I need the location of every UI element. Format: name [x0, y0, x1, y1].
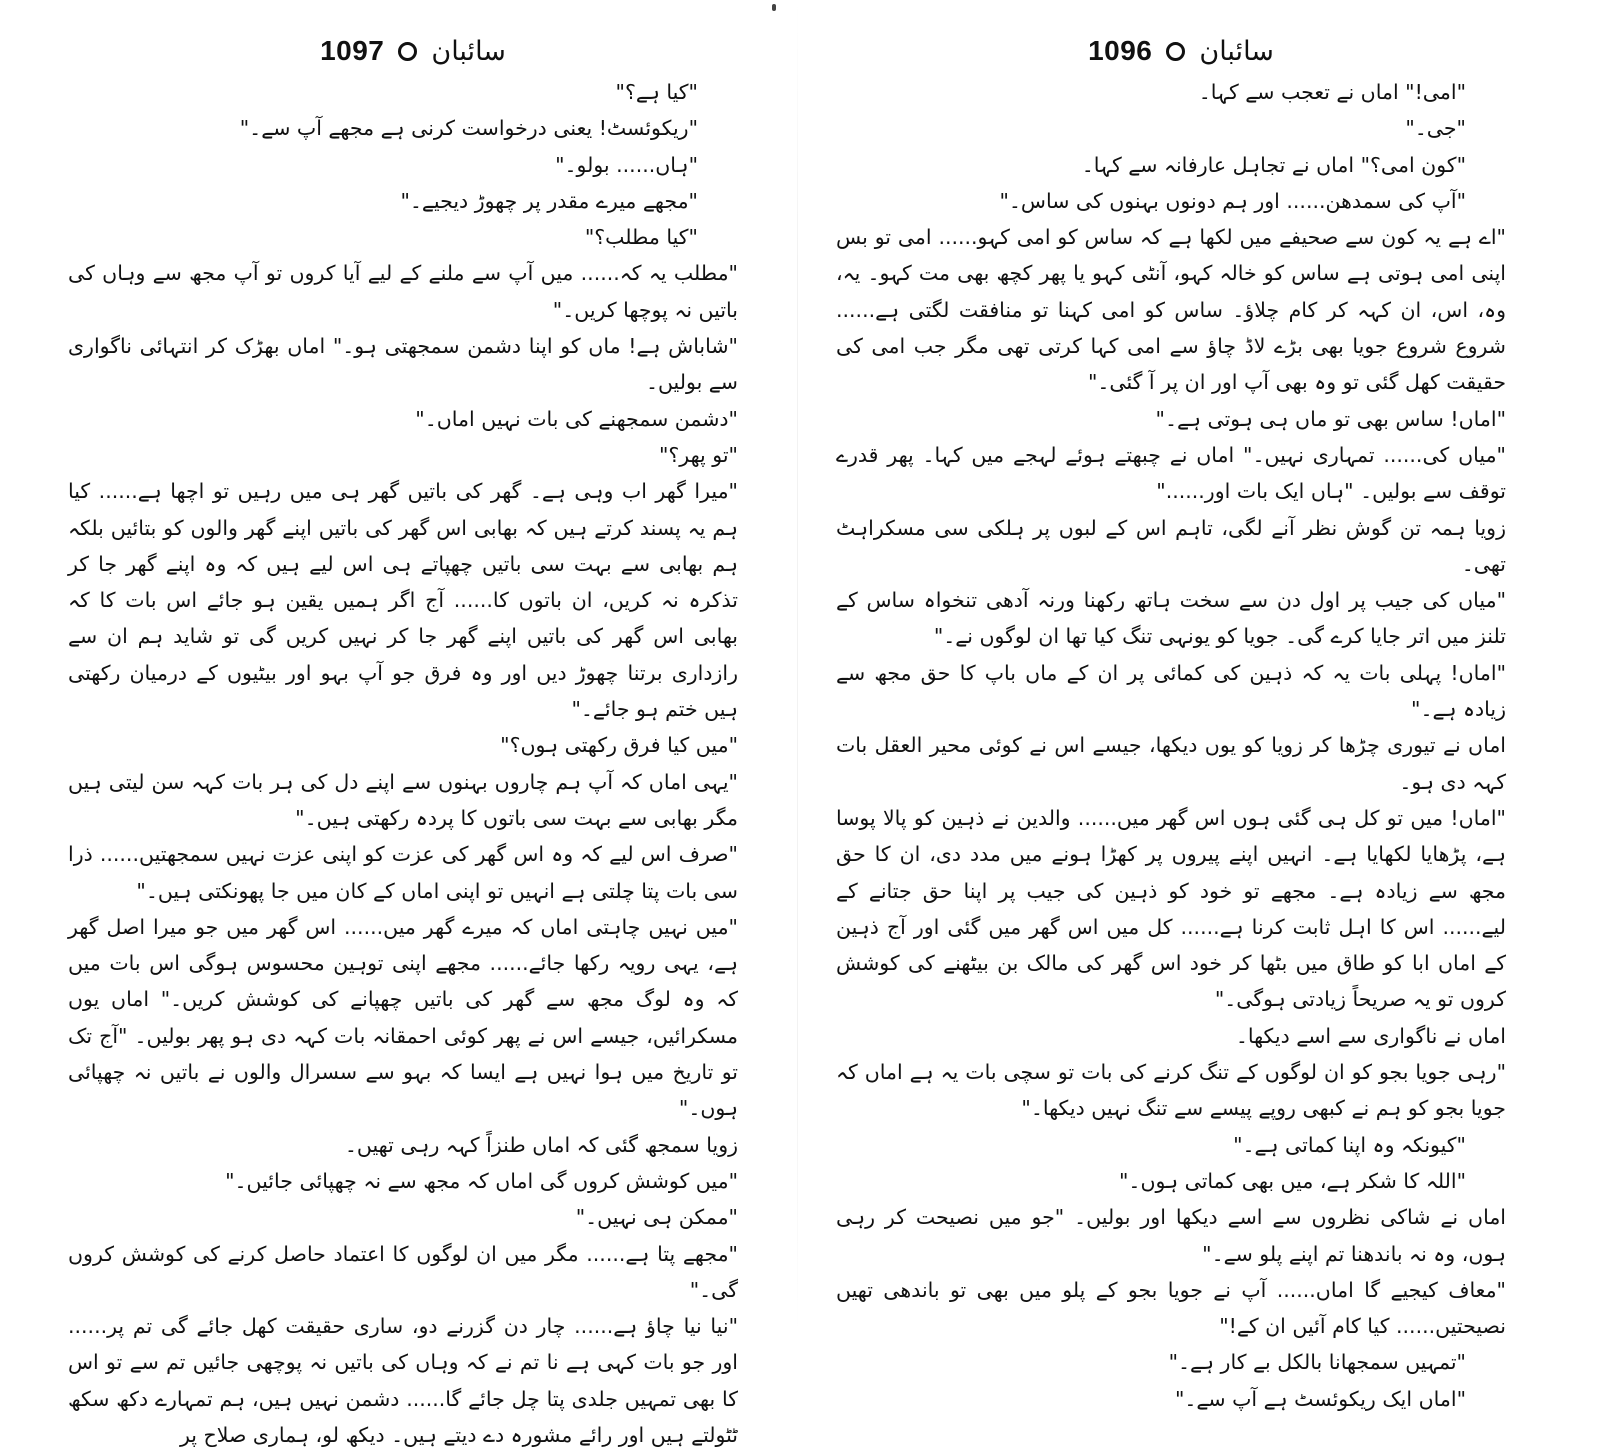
paragraph: "نیا نیا چاؤ ہے...... چار دن گزرنے دو، ساری حقیقت کھل جائے گی تم پر...... اور جو بات کہی ہے نا تم نے کہ وہاں کی باتیں نہ پوچھی جائیں تم سے تو اس کا بھی تمہیں جلدی پتا چل جائے گا...... دشمن نہیں ہیں، ہم تمہارے دکھ سکھ ٹٹولتے ہیں اور رائے مشورہ دے دیتے ہیں۔ دیکھ لو، ہماری صلاح پر	[68, 1314, 738, 1447]
paragraph: "شاباش ہے! ماں کو اپنا دشمن سمجھتی ہو۔" اماں بھڑک کر انتہائی ناگواری سے بولیں۔	[68, 334, 738, 395]
paragraph: "یہی اماں کہ آپ ہم چاروں بہنوں سے اپنے دل کی ہر بات کہہ سن لیتی ہیں مگر بھابی سے بہت سی باتوں کا پردہ رکھتی ہیں۔"	[68, 769, 738, 830]
page-body	[68, 74, 758, 1453]
paragraph: "میں نہیں چاہتی اماں کہ میرے گھر میں...... اس گھر میں جو میرا اصل گھر ہے، یہی رویہ رکھا جائے...... مجھے اپنی توہین محسوس ہوگی اس بات میں کہ وہ لوگ مجھ سے گھر کی باتیں چھپانے کی کوشش کریں۔" اماں یوں مسکرائیں، جیسے اس نے پھر کوئی احمقانہ بات کہہ دی ہو پھر بولیں۔ "آج تک تو تاریخ میں ہوا نہیں ہے ایسا کہ بہو سے سسرال والوں نے باتیں نہ چھپائی ہوں۔"	[68, 914, 738, 1121]
paragraph: "ممکن ہی نہیں۔"	[575, 1205, 738, 1230]
page-header	[836, 28, 1526, 74]
paragraph: "کیونکہ وہ اپنا کماتی ہے۔"	[1233, 1132, 1466, 1157]
paragraph: "صرف اس لیے کہ وہ اس گھر کی عزت کو اپنی عزت نہیں سمجھتیں...... ذرا سی بات پتا چلتی ہے انہیں تو اپنی اماں کے کان میں جا پھونکتی ہیں۔"	[68, 842, 738, 903]
page-body	[836, 74, 1526, 1417]
paragraph: "اماں ایک ریکوئسٹ ہے آپ سے۔"	[1174, 1386, 1466, 1411]
paragraph: "میں کوشش کروں گی اماں کہ مجھ سے نہ چھپائی جائیں۔"	[225, 1168, 738, 1193]
paragraph: "امی!" اماں نے تعجب سے کہا۔	[1198, 80, 1466, 104]
paragraph: اماں نے تیوری چڑھا کر زویا کو یوں دیکھا، جیسے اس نے کوئی محیر العقل بات کہہ دی ہو۔	[836, 733, 1506, 794]
paragraph: "جی۔"	[1405, 116, 1466, 141]
running-title: سائبان	[1199, 35, 1274, 67]
circle-separator-icon	[398, 42, 417, 61]
paragraph: زویا سمجھ گئی کہ اماں طنزاً کہہ رہی تھیں۔	[344, 1132, 738, 1157]
paragraph: "مجھے میرے مقدر پر چھوڑ دیجیے۔"	[400, 188, 698, 213]
paragraph: "میں کیا فرق رکھتی ہوں؟"	[500, 733, 738, 758]
paragraph: "رہی جویا بجو کو ان لوگوں کے تنگ کرنے کی بات تو سچی بات یہ ہے اماں کہ جویا بجو کو ہم نے کبھی روپے پیسے سے تنگ نہیں دیکھا۔"	[836, 1060, 1506, 1121]
paragraph: "تو پھر؟"	[658, 442, 738, 467]
paragraph: "میاں کی...... تمہاری نہیں۔" اماں نے چبھتے ہوئے لہجے میں کہا۔ پھر قدرے توقف سے بولیں۔ "ہاں ایک بات اور......"	[836, 442, 1506, 504]
paragraph: "معاف کیجیے گا اماں...... آپ نے جویا بجو کے پلو میں بھی تو باندھی تھیں نصیحتیں...... کیا کام آئیں ان کے!"	[836, 1277, 1506, 1339]
circle-separator-icon	[1166, 42, 1185, 61]
paragraph: "دشمن سمجھنے کی بات نہیں اماں۔"	[415, 406, 738, 431]
paragraph: "کیا ہے؟"	[615, 80, 698, 104]
right-page	[836, 28, 1526, 1411]
paragraph: "اماں! میں تو کل ہی گئی ہوں اس گھر میں...... والدین نے ذہین کو پالا پوسا ہے، پڑھایا لکھایا ہے۔ انہیں اپنے پیروں پر کھڑا ہونے میں مدد دی، ان کا حق مجھ سے زیادہ ہے۔ مجھے تو خود کو ذہین کی جیب پر اپنا حق جتانے کے لیے...... اس کا اہل ثابت کرنا ہے...... کل میں اس گھر میں گئی اور آج ذہین کے اماں ابا کو طاق میں بٹھا کر خود اس گھر کی مالک بن بیٹھنے کی کوشش کروں تو یہ صریحاً زیادتی ہوگی۔"	[836, 805, 1506, 1012]
paragraph: اماں نے شاکی نظروں سے اسے دیکھا اور بولیں۔ "جو میں نصیحت کر رہی ہوں، وہ نہ باندھنا تم اپنے پلو سے۔"	[836, 1205, 1506, 1266]
paragraph: "کون امی؟" اماں نے تجاہل عارفانہ سے کہا۔	[1081, 152, 1466, 177]
paragraph: "آپ کی سمدھن...... اور ہم دونوں بہنوں کی ساس۔"	[999, 188, 1466, 213]
paragraph: "ریکوئسٹ! یعنی درخواست کرنی ہے مجھے آپ سے۔"	[239, 116, 698, 141]
paragraph: "میرا گھر اب وہی ہے۔ گھر کی باتیں گھر ہی میں رہیں تو اچھا ہے...... کیا ہم یہ پسند کرتے ہیں کہ بھابی اس گھر کی باتیں اپنے گھر والوں کو بتائیں بلکہ ہم بھابی سے بہت سی باتیں چھپاتے ہی اس لیے ہیں کہ وہ اپنے گھر جا کر تذکرہ نہ کریں، ان باتوں کا...... آج اگر ہمیں یقین ہو جائے اس بات کا کہ بھابی اس گھر کی باتیں اپنے گھر جا کر نہیں کریں گی تو شاید ہم ان سے رازداری برتنا چھوڑ دیں اور وہ فرق جو آپ بہو اور بیٹیوں کے درمیان رکھتی ہیں ختم ہو جائے۔"	[68, 479, 738, 722]
paragraph: "اماں! ساس بھی تو ماں ہی ہوتی ہے۔"	[1155, 406, 1506, 431]
paragraph: اماں نے ناگواری سے اسے دیکھا۔	[1235, 1023, 1506, 1048]
page-number: 1097	[320, 35, 385, 66]
paragraph: "اللہ کا شکر ہے، میں بھی کماتی ہوں۔"	[1119, 1168, 1466, 1193]
paragraph: "اے ہے یہ کون سے صحیفے میں لکھا ہے کہ ساس کو امی کہو...... امی تو بس اپنی امی ہوتی ہے ساس کو خالہ کہو، آنٹی کہو یا پھر کچھ بھی مت کہو۔ یہ، وہ، اس، ان کہہ کر کام چلاؤ۔ ساس کو امی کہنا تو منافقت لگتی ہے...... شروع شروع جویا بھی بڑے لاڈ چاؤ سے امی کہا کرتی تھی مگر جب امی کی حقیقت کھل گئی تو وہ بھی آپ اور ان پر آ گئی۔"	[836, 225, 1506, 395]
page-header	[68, 28, 758, 74]
paragraph: "کیا مطلب؟"	[584, 225, 698, 250]
paragraph: "تمہیں سمجھانا بالکل بے کار ہے۔"	[1168, 1350, 1466, 1375]
paragraph: زویا ہمہ تن گوش نظر آنے لگی، تاہم اس کے لبوں پر ہلکی سی مسکراہٹ تھی۔	[836, 515, 1506, 576]
paragraph: "اماں! پہلی بات یہ کہ ذہین کی کمائی پر ان کے ماں باپ کا حق مجھ سے زیادہ ہے۔"	[836, 660, 1506, 722]
book-spine	[797, 0, 798, 1333]
running-title: سائبان	[431, 35, 506, 67]
page-number: 1096	[1088, 35, 1153, 66]
paragraph: "ہاں...... بولو۔"	[555, 152, 698, 177]
paragraph: "میاں کی جیب پر اول دن سے سخت ہاتھ رکھنا ورنہ آدھی تنخواہ ساس کے تلنز میں اتر جایا کرے گی۔ جویا کو یونہی تنگ کیا تھا ان لوگوں نے۔"	[836, 588, 1506, 649]
paragraph: "مطلب یہ کہ...... میں آپ سے ملنے کے لیے آیا کروں تو آپ مجھ سے وہاں کی باتیں نہ پوچھا کریں۔"	[68, 261, 738, 322]
spine-mark	[772, 4, 776, 11]
left-page	[68, 28, 758, 1447]
paragraph: "مجھے پتا ہے...... مگر میں ان لوگوں کا اعتماد حاصل کرنے کی کوشش کروں گی۔"	[68, 1241, 738, 1302]
